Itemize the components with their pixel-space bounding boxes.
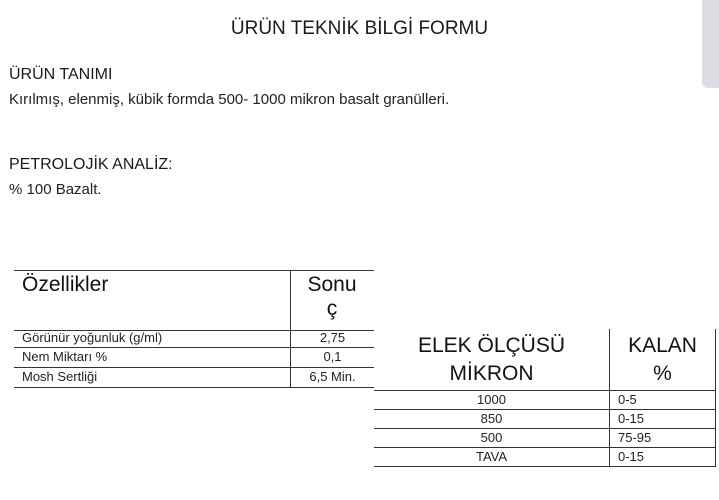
properties-table [14,270,374,388]
table-row-size: 1000 [477,392,506,407]
petrology-heading: PETROLOJİK ANALİZ: [9,156,173,173]
scrollbar-thumb[interactable] [702,0,719,88]
table-row-property: Mosh Sertliği [22,369,98,384]
header-result-line1: Sonu [307,273,357,296]
sieve-table [374,329,716,467]
table-border [14,367,374,368]
table-row-result: 2,75 [319,330,346,345]
table-row-property: Nem Miktarı % [22,349,108,364]
table-row-remaining: 0-5 [618,392,637,407]
header-remaining-line2: % [653,362,672,385]
petrology-value: % 100 Bazalt. [9,181,102,198]
header-sieve-size [374,332,609,388]
product-heading: ÜRÜN TANIMI [9,66,113,83]
header-remaining-line1: KALAN [628,334,697,357]
table-row-size: 850 [480,411,503,426]
table-row-remaining: 75-95 [618,430,652,445]
table-border [14,347,374,348]
table-row-property: Görünür yoğunluk (g/ml) [22,330,163,345]
table-row-size: TAVA [475,449,508,464]
table-row-result: 6,5 Min. [309,369,356,384]
header-property: Özellikler [22,273,109,296]
header-result-line2: ç [326,297,338,320]
table-row-result: 0,1 [323,349,342,364]
table-border [374,466,716,467]
header-sieve-size-line1: ELEK ÖLÇÜSÜ [417,334,566,357]
table-border [14,270,374,271]
document-title: ÜRÜN TEKNİK BİLGİ FORMU [230,18,489,39]
table-row-size: 500 [480,430,503,445]
table-row-remaining: 0-15 [618,449,645,464]
header-result [290,273,374,321]
product-description: Kırılmış, elenmiş, kübik formda 500- 1000 mikron basalt granülleri. [9,91,450,108]
header-remaining [610,332,715,388]
header-sieve-size-line2: MİKRON [449,362,534,385]
table-border [14,387,374,388]
table-row-remaining: 0-15 [618,411,645,426]
